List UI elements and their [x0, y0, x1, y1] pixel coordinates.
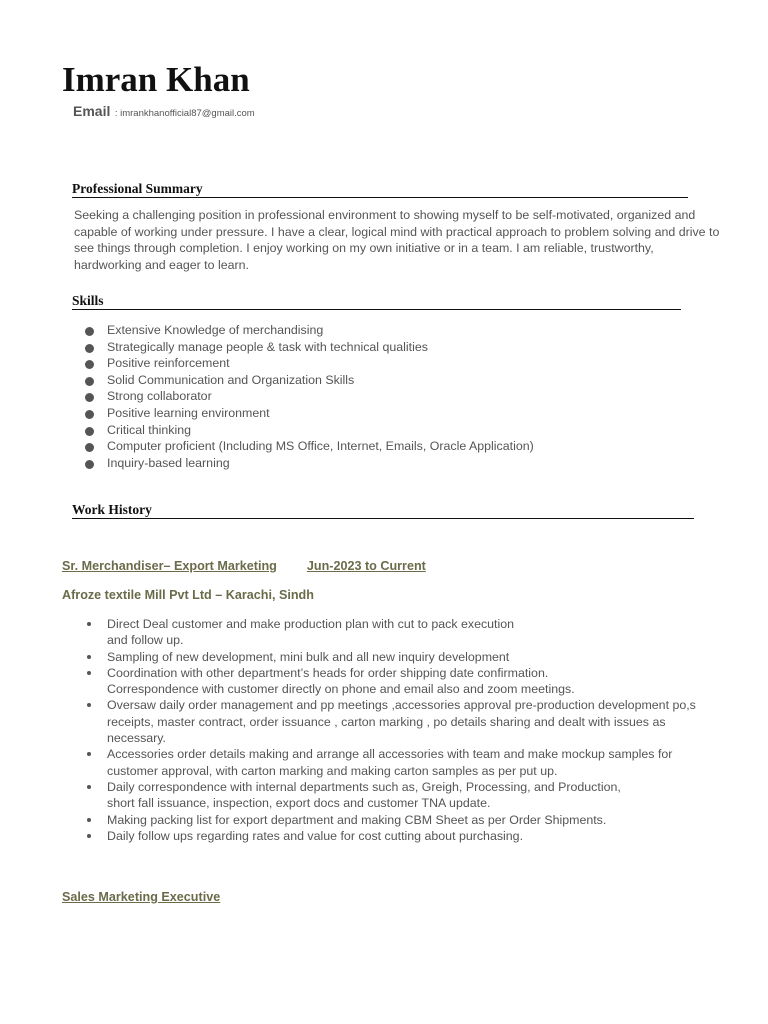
job-title — [62, 558, 426, 574]
bullet-icon — [85, 427, 94, 436]
skill-text: Inquiry-based learning — [107, 455, 230, 470]
bullet-icon — [87, 703, 91, 707]
skill-item — [84, 339, 704, 356]
bullet-icon — [87, 818, 91, 822]
bullet-icon — [87, 834, 91, 838]
skill-item — [84, 322, 704, 339]
duty-item — [86, 746, 726, 779]
summary-text: Seeking a challenging position in professional environment to showing myself to be self-motivated, organized and capable of working under pressure. I have a clear, logical mind with practical approach to problem solving and drive to see things through completion. I enjoy working on my own initiative or in a team. I am reliable, trustworthy, hardworking and eager to learn. — [74, 208, 720, 272]
duty-line: Direct Deal customer and make production plan with cut to pack execution — [107, 617, 515, 631]
duty-item — [86, 779, 726, 812]
bullet-icon — [85, 344, 94, 353]
skill-text: Solid Communication and Organization Skills — [107, 372, 355, 387]
summary-heading: Professional Summary — [72, 181, 688, 198]
skill-item — [84, 355, 704, 372]
duty-item — [86, 616, 726, 649]
duty-line: Making packing list for export department and making CBM Sheet as per Order Shipments. — [107, 812, 607, 827]
email-value: : imrankhanofficial87@gmail.com — [114, 108, 255, 119]
job-dates: Jun-2023 to Current — [306, 559, 426, 573]
bullet-icon — [85, 327, 94, 336]
skill-item — [84, 438, 704, 455]
bullet-icon — [87, 655, 91, 659]
skill-item — [84, 388, 704, 405]
skill-item — [84, 422, 704, 439]
bullet-icon — [87, 785, 91, 789]
duty-item — [86, 665, 726, 698]
skill-text: Extensive Knowledge of merchandising — [107, 323, 324, 337]
skill-item — [84, 405, 704, 422]
duty-line: Daily correspondence with internal departments such as, Greigh, Processing, and Production, — [107, 779, 621, 794]
skills-heading: Skills — [72, 293, 681, 310]
job-title-text: Sr. Merchandiser– Export Marketing — [62, 559, 277, 573]
duty-item — [86, 812, 726, 828]
skill-item — [84, 455, 704, 472]
bullet-icon — [87, 752, 91, 756]
duty-line: Coordination with other department’s heads for order shipping date confirmation. — [107, 665, 549, 680]
skill-text: Strategically manage people & task with technical qualities — [107, 339, 428, 354]
duties-list — [86, 616, 726, 844]
candidate-name: Imran Khan — [62, 60, 250, 99]
skill-text: Computer proficient (Including MS Office, Internet, Emails, Oracle Application) — [107, 439, 534, 454]
bullet-icon — [85, 410, 94, 419]
company-name: Afroze textile Mill Pvt Ltd – Karachi, Sindh — [62, 588, 314, 602]
duty-item — [86, 649, 726, 665]
duty-line: Sampling of new development, mini bulk and all new inquiry development — [107, 649, 510, 664]
duty-line: and follow up. — [107, 633, 184, 648]
duty-line: Accessories order details making and arrange all accessories with team and make mockup samples for customer approval, with carton marking and making carton samples as per put up. — [107, 747, 673, 778]
skill-text: Strong collaborator — [107, 389, 212, 404]
duty-item — [86, 828, 726, 844]
bullet-icon — [87, 671, 91, 675]
skills-list — [84, 322, 704, 471]
bullet-icon — [85, 360, 94, 369]
bullet-icon — [87, 622, 91, 626]
skill-text: Positive reinforcement — [107, 356, 230, 371]
bullet-icon — [85, 377, 94, 386]
email-label: Email — [73, 103, 111, 119]
job-title-2: Sales Marketing Executive — [62, 890, 221, 904]
duty-line: Correspondence with customer directly on phone and email also and zoom meetings. — [107, 682, 575, 697]
skill-item — [84, 372, 704, 389]
duty-line: short fall issuance, inspection, export docs and customer TNA update. — [107, 796, 491, 811]
bullet-icon — [85, 393, 94, 402]
duty-line: Oversaw daily order management and pp meetings ,accessories approval pre-production development po,s receipts, master contract, order issuance , carton marking , po details sharing and dealt with issues as necessary. — [107, 698, 696, 746]
email-row — [73, 103, 255, 122]
bullet-icon — [85, 460, 94, 469]
skill-text: Critical thinking — [107, 422, 192, 437]
work-heading: Work History — [72, 502, 694, 519]
skill-text: Positive learning environment — [107, 405, 270, 420]
duty-line: Daily follow ups regarding rates and value for cost cutting about purchasing. — [107, 828, 524, 843]
duty-item — [86, 697, 726, 746]
bullet-icon — [85, 443, 94, 452]
